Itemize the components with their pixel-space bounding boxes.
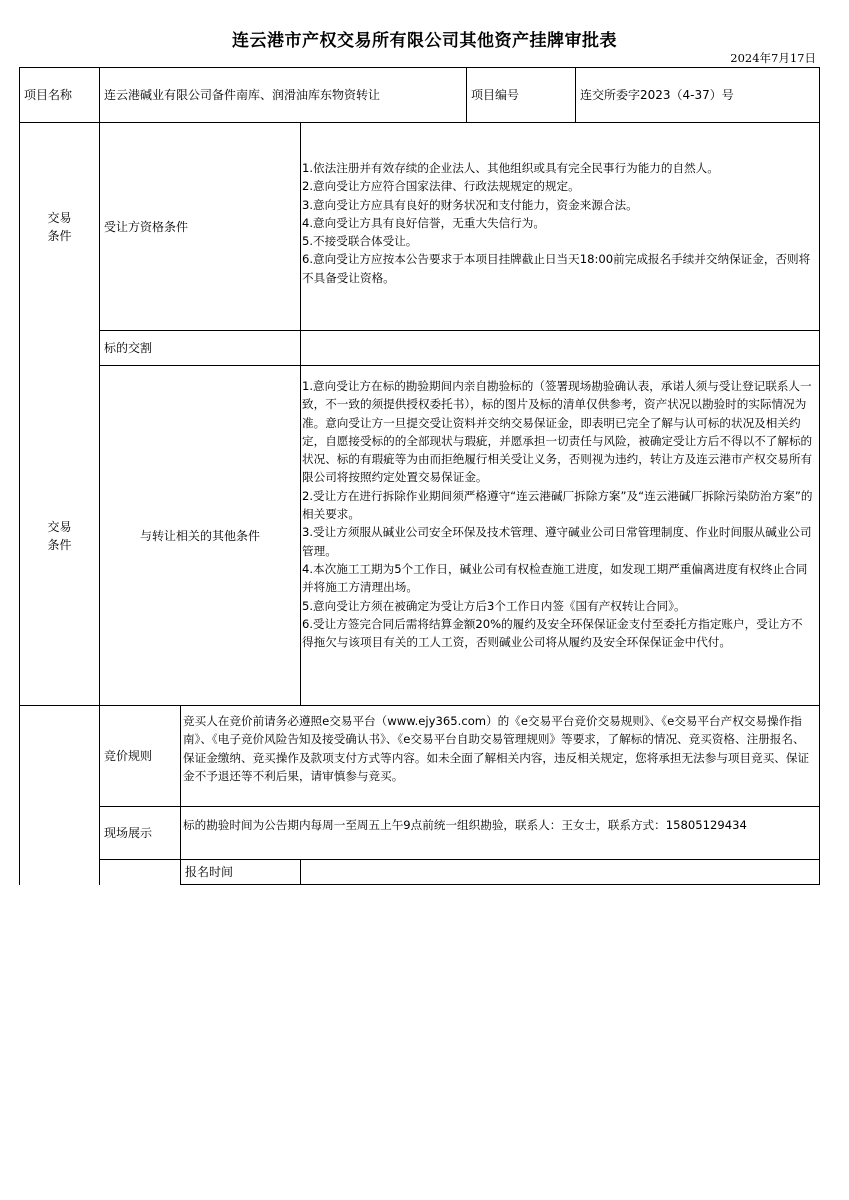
split-label-text: 标的交割 [104,341,153,355]
qualification-item: 6.意向受让方应按本公告要求于本项目挂牌截止日当天18:00前完成报名手续并交纳保证金，否则将不具备受让资格。 [302,252,811,285]
trade-conditions-section-label [20,123,99,330]
grid-line [819,67,820,885]
grid-line [180,884,819,885]
trade-conditions-section-label-text: 交易 条件 [47,519,72,552]
qualification-item: 2.意向受让方应符合国家法律、行政法规规定的规定。 [302,179,580,194]
qualification-item: 1.依法注册并有效存续的企业法人、其他组织或具有完全民事行为能力的自然人。 [302,161,719,175]
project-number-value-text: 连交所委字2023（4-37）号 [580,88,734,102]
project-name-value-text: 连云港碱业有限公司备件南库、润滑油库东物资转让 [104,88,381,102]
qualification-list [302,159,814,287]
page-title: 连云港市产权交易所有限公司其他资产挂牌审批表 [232,31,617,51]
other-condition-item: 1.意向受让方在标的勘验期间内亲自勘验标的（签署现场勘验确认表，承诺人须与受让登记联系人一致，不一致的须提供授权委托书），标的图片及标的清单仅供参考，资产状况以勘验时的实际情况为准。意向受让方一旦提交受让资料并交纳交易保证金，即表明已完全了解与认可标的状况及相关约定，自愿接受标的的全部现状与瑕疵，并愿承担一切责任与风险，被确定受让方后不得以不了解标的状况、标的有瑕疵等为由而拒绝履行相关受让义务，否则视为违约，转让方及连云港市产权交易所有限公司将按照约定处置交易保证金。 [302,379,813,485]
bidding-rules-text: 竞买人在竞价前请务必遵照e交易平台（www.ejy365.com）的《e交易平台竞价交易规则》、《e交易平台产权交易操作指南》、《电子竞价风险告知及接受确认书》、《e交易平台自助交易管理规则》等要求，了解标的情况、竞买资格、注册报名、保证金缴纳、竞买操作及款项支付方式等内容。如未全面了解相关内容，违反相关规定，您将承担无法参与项目竞买、保证金不予退还等不利后果，请审慎参与竞买。 [183,714,810,783]
signup-time-value [301,860,819,884]
qualification-item: 4.意向受让方具有良好信誉，无重大失信行为。 [302,215,545,230]
trade-conditions-section-label [20,366,99,705]
bidding-rules-label [100,706,180,806]
document-date: 2024年7月17日 [730,51,816,65]
project-name-label-text: 项目名称 [24,88,73,102]
trade-conditions-section-label-text: 交易 条件 [47,210,72,243]
other-conditions-list [302,377,814,651]
other-conditions-label [100,366,300,705]
project-number-label [467,68,575,122]
site-display-label [100,807,180,859]
grid-line [99,806,819,807]
project-name-value [100,68,466,122]
project-name-label [20,68,99,122]
other-condition-item: 6.受让方签完合同后需将结算金额20%的履约及安全环保保证金支付至委托方指定账户，受让方不得拖欠与该项目有关的工人工资，否则碱业公司将从履约及安全环保保证金中代付。 [302,616,803,650]
project-number-value [576,68,819,122]
other-condition-item: 3.受让方须服从碱业公司安全环保及技术管理、遵守碱业公司日常管理制度、作业时间服从碱业公司管理。 [302,525,812,558]
bidding-rules-label-text: 竞价规则 [104,749,153,763]
other-condition-item: 4.本次施工工期为5个工作日，碱业公司有权检查施工进度，如发现工期严重偏离进度有权终止合同并将施工方清理出场。 [302,561,808,595]
split-label [100,331,300,365]
qualification-item: 5.不接受联合体受让。 [302,234,418,249]
other-condition-item: 2.受让方在进行拆除作业期间须严格遵守“连云港碱厂拆除方案”及“连云港碱厂拆除污染防治方案”的相关要求。 [302,488,813,522]
signup-time-label [181,860,300,884]
site-display-label-text: 现场展示 [104,826,153,840]
grid-line [300,122,301,706]
other-conditions-label-text: 与转让相关的其他条件 [139,528,260,543]
grid-line [180,705,181,885]
project-number-label-text: 项目编号 [471,88,520,102]
split-value [301,331,819,365]
qualification-label [100,123,300,330]
qualification-label-text: 受让方资格条件 [104,219,189,234]
signup-time-label-text: 报名时间 [185,865,234,879]
other-condition-item: 5.意向受让方须在被确定为受让方后3个工作日内签《国有产权转让合同》。 [302,598,686,613]
site-display-text: 标的勘验时间为公告期内每周一至周五上午9点前统一组织勘验，联系人：王女士，联系方式：15805129434 [183,818,747,832]
qualification-item: 3.意向受让方应具有良好的财务状况和支付能力，资金来源合法。 [302,197,638,212]
